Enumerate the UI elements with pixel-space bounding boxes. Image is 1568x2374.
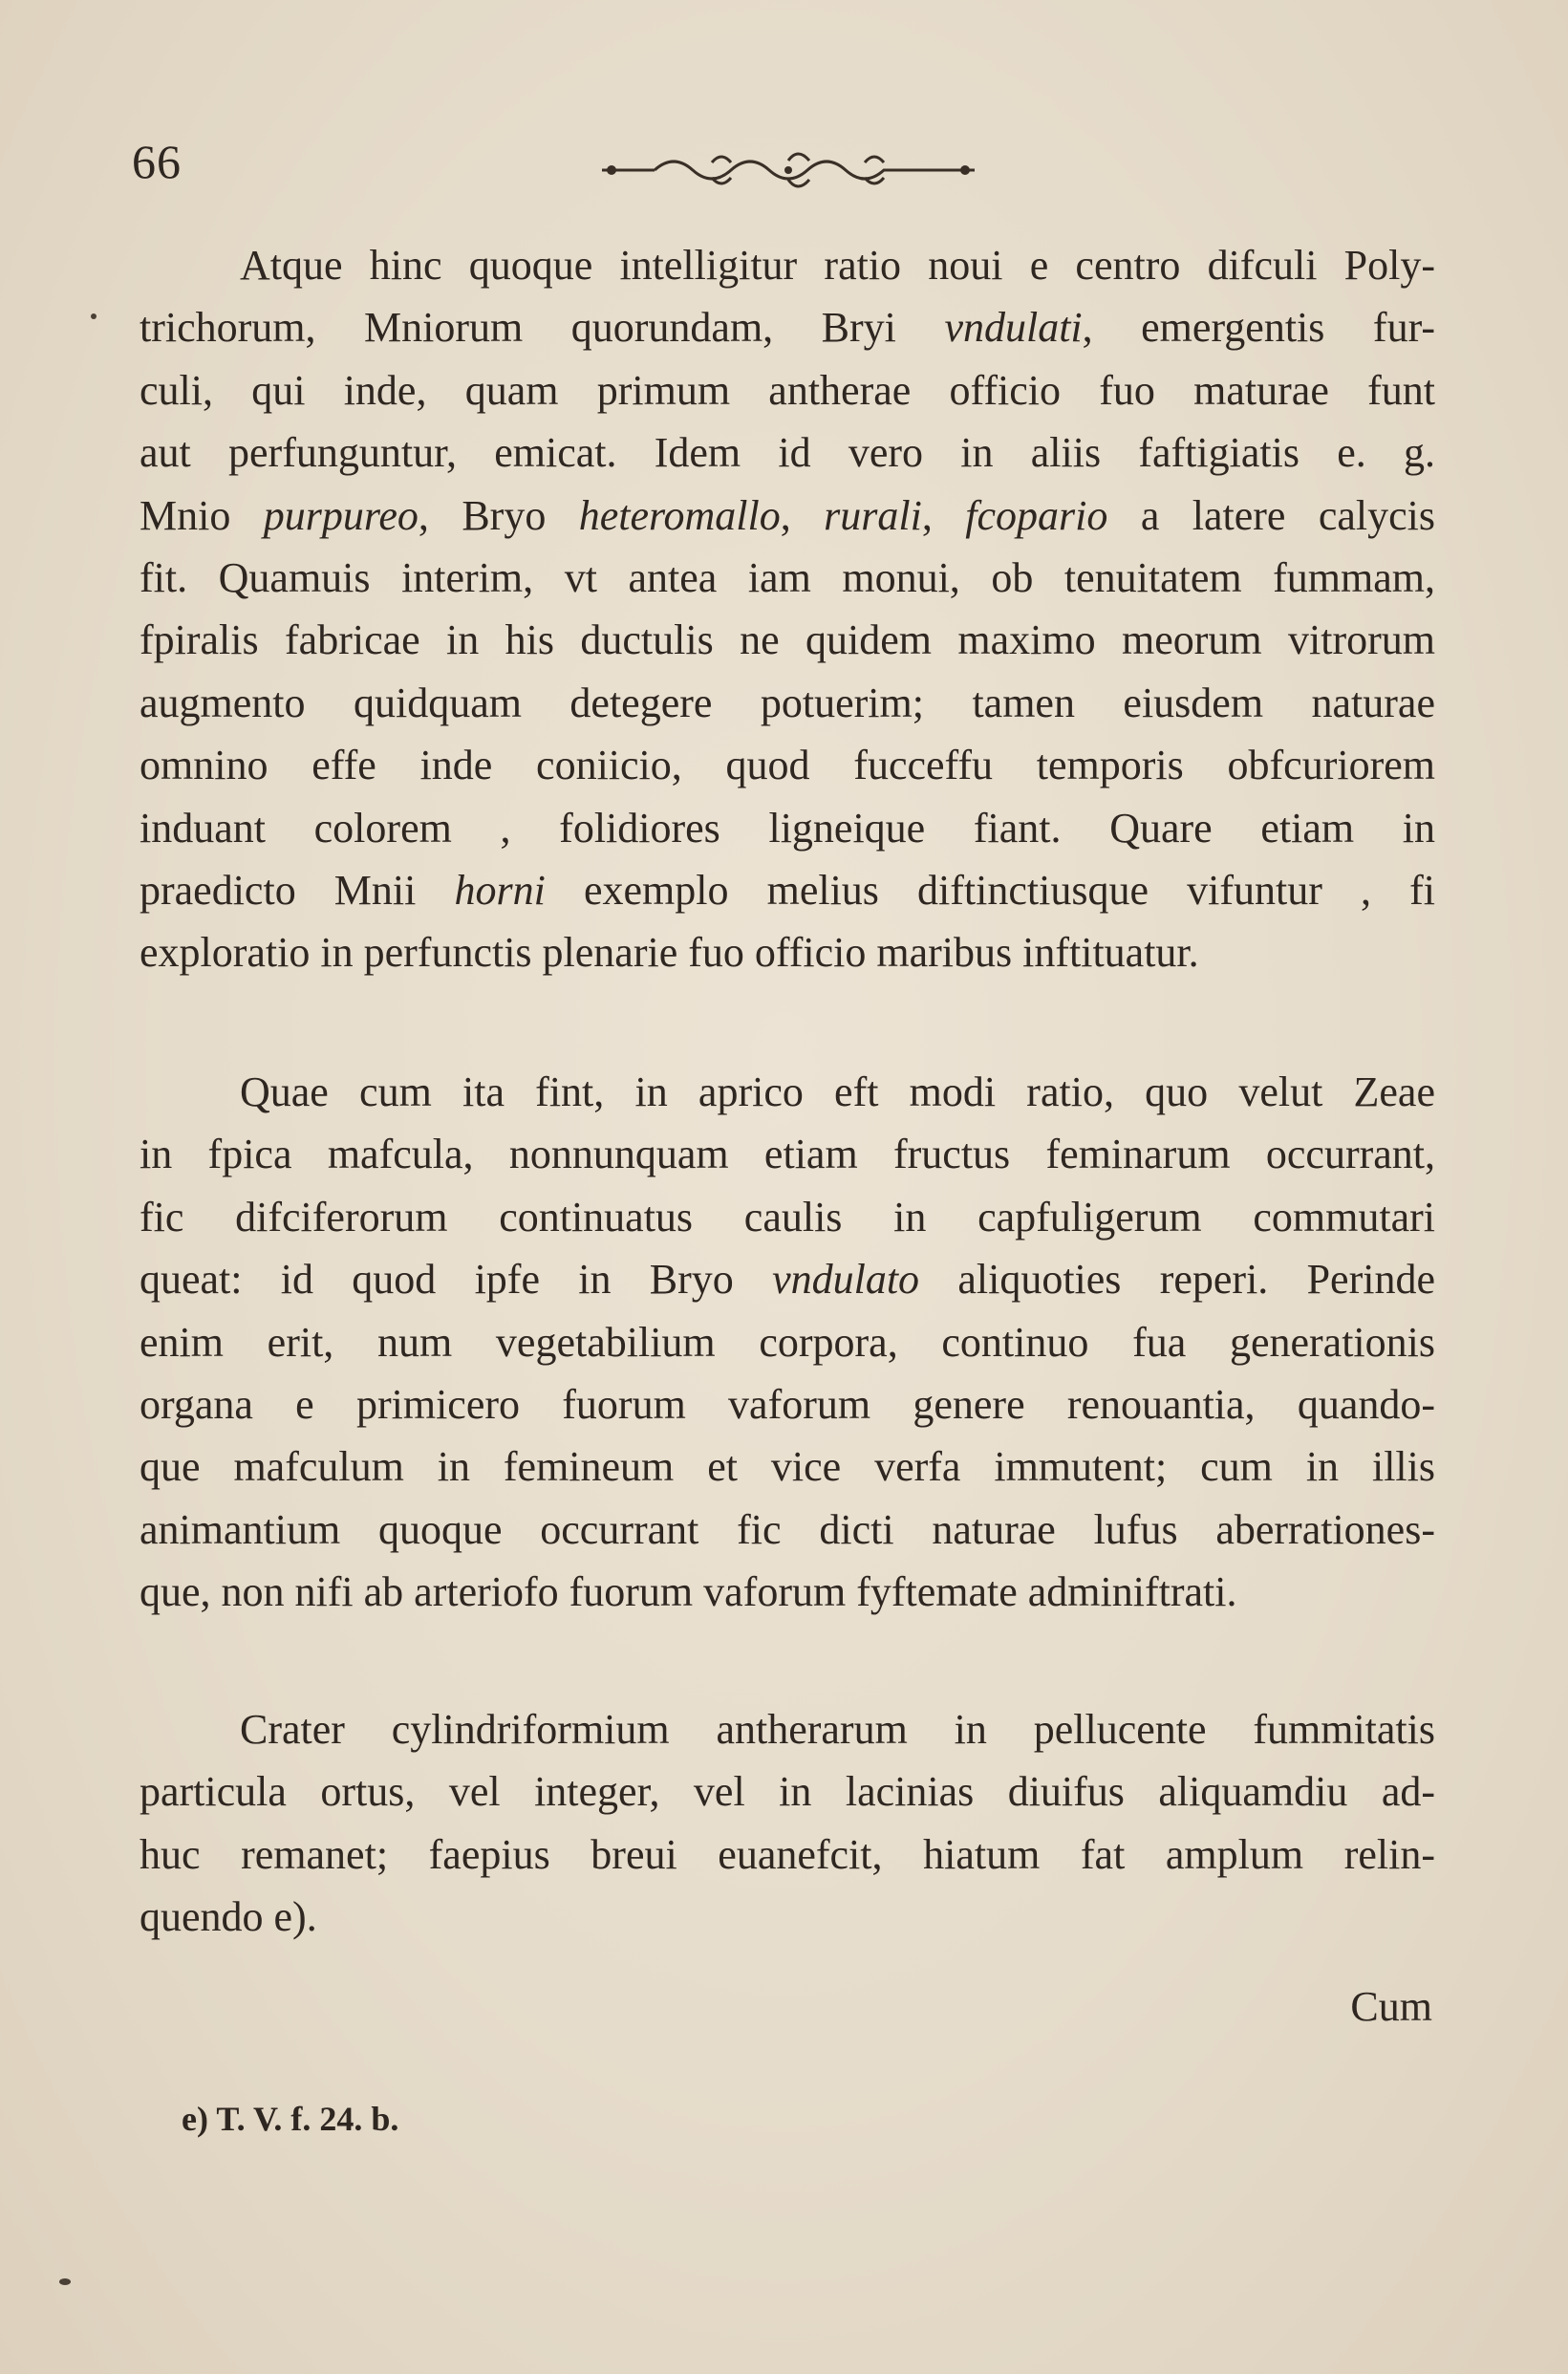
text-line: huc remanet; faepius breui euanefcit, hiatum fat amplum relin- [140,1830,1435,1878]
paper-speck [91,313,97,319]
text-line: culi, qui inde, quam primum antherae officio fuo maturae funt [140,366,1435,414]
text-line: enim erit, num vegetabilium corpora, continuo fua generationis [140,1318,1435,1366]
text-line: fic difciferorum continuatus caulis in capfuligerum commutari [140,1193,1435,1241]
text-line: Atque hinc quoque intelligitur ratio noui e centro difculi Poly- [240,242,1435,289]
footnote: e) T. V. f. 24. b. [182,2100,399,2138]
text-line: queat: id quod ipfe in Bryo vndulato aliquoties reperi. Perinde [140,1256,1435,1304]
text-line: Quae cum ita fint, in aprico eft modi ratio, quo velut Zeae [240,1068,1435,1115]
text-line: induant colorem , folidiores ligneique fiant. Quare etiam in [140,804,1435,852]
text-line: particula ortus, vel integer, vel in lacinias diuifus aliquamdiu ad- [140,1768,1435,1816]
text-line: aut perfunguntur, emicat. Idem id vero in aliis faftigiatis e. g. [140,429,1435,477]
text-line: praedicto Mnii horni exemplo melius diftinctiusque vifuntur , fi [140,867,1435,915]
paragraph-2 [140,1061,1435,1624]
paper-speck [59,2278,71,2285]
text-line: omnino effe inde coniicio, quod fucceffu temporis obfcuriorem [140,742,1435,789]
text-line: Crater cylindriformium antherarum in pellucente fummitatis [240,1706,1435,1753]
text-line: augmento quidquam detegere potuerim; tamen eiusdem naturae [140,679,1435,726]
paragraph-1 [140,234,1435,984]
decorative-ornament [597,143,979,201]
page-number: 66 [132,135,182,188]
text-line: que, non nifi ab arteriofo fuorum vaforum fyftemate adminiftrati. [140,1568,1237,1616]
paragraph-3 [140,1698,1435,1949]
text-line: fit. Quamuis interim, vt antea iam monui, ob tenuitatem fummam, [140,554,1435,602]
text-line: animantium quoque occurrant fic dicti naturae lufus aberrationes- [140,1505,1435,1553]
text-line: fpiralis fabricae in his ductulis ne quidem maximo meorum vitrorum [140,616,1435,664]
catchword: Cum [1350,1983,1432,2030]
text-line: Mnio purpureo, Bryo heteromallo, rurali, fcopario a latere calycis [140,491,1436,539]
text-line: exploratio in perfunctis plenarie fuo officio maribus inftituatur. [140,929,1199,977]
text-line: quendo e). [140,1893,317,1941]
text-line: in fpica mafcula, nonnunquam etiam fructus feminarum occurrant, [140,1131,1435,1178]
text-line: que mafculum in femineum et vice verfa immutent; cum in illis [140,1443,1435,1491]
text-line: organa e primicero fuorum vaforum genere renouantia, quando- [140,1381,1435,1429]
text-line: trichorum, Mniorum quorundam, Bryi vndulati, emergentis fur- [140,304,1435,352]
